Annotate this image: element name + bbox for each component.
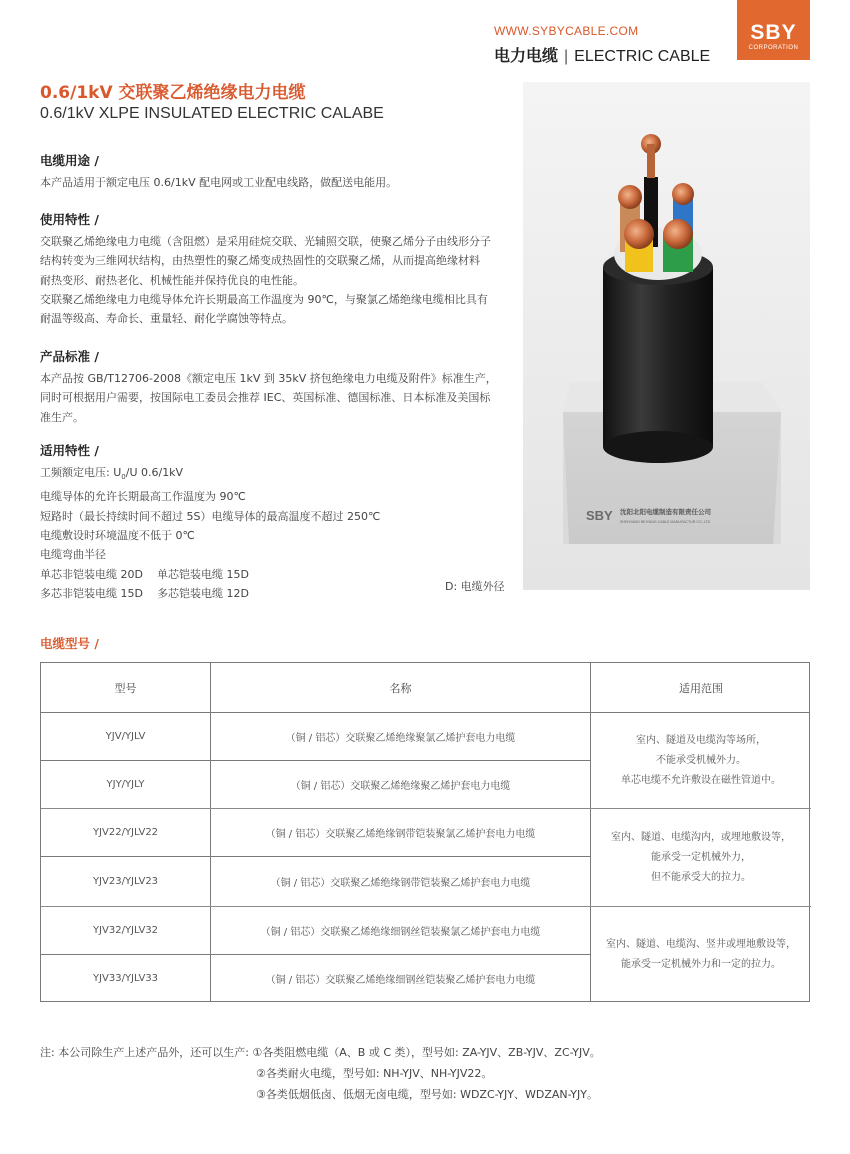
standard-section: [40, 348, 510, 427]
models-heading: 电缆型号 /: [40, 636, 99, 651]
note-prefix: 注: 本公司除生产上述产品外，还可以生产:: [40, 1046, 253, 1059]
logo-mark: SBY: [750, 21, 797, 44]
company-logo: [737, 0, 810, 60]
column-header: 名称: [389, 682, 412, 695]
model-cell: YJV22/YJLV22: [92, 827, 159, 838]
model-cell: YJV/YJLV: [105, 731, 146, 742]
features-line: 耐温等级高、寿命长、重量轻、耐化学腐蚀等特点。: [40, 312, 293, 326]
name-cell: （铜 / 铝芯）交联聚乙烯绝缘钢带铠装聚乙烯护套电力电缆: [270, 878, 531, 889]
name-cell: （铜 / 铝芯）交联聚乙烯绝缘细钢丝铠装聚氯乙烯护套电力电缆: [260, 927, 541, 938]
model-cell: YJV33/YJLV33: [92, 973, 159, 984]
range-line: 室内、隧道及电缆沟等场所，: [636, 734, 766, 746]
category-zh: 电力电缆: [494, 48, 559, 65]
range-cell: [591, 713, 811, 808]
standard-line: 准生产。: [40, 410, 84, 424]
usage-section: [40, 152, 510, 192]
range-line: 不能承受机械外力。: [656, 754, 746, 766]
features-section: [40, 211, 510, 328]
note-row: [40, 1042, 601, 1063]
model-table: [40, 662, 810, 1002]
standard-heading: 产品标准 /: [40, 349, 99, 364]
photo-company-en: SHENYANG BEIYANG CABLE MANUFACTUR CO.,LTD: [620, 520, 711, 524]
bend-item: 多芯非铠装电缆 15D: [40, 586, 143, 600]
photo-company-zh: 沈阳北阳电缆制造有限责任公司: [620, 508, 711, 516]
features-line: 交联聚乙烯绝缘电力电缆（含阻燃）是采用硅烷交联、光辅照交联，使聚乙烯分子由线形分子: [40, 235, 491, 248]
note-item: ①各类阻燃电缆（A、B 或 C 类），型号如: ZA-YJV、ZB-YJV、ZC-YJV。: [252, 1046, 601, 1059]
note-item: ③各类低烟低卤、低烟无卤电缆，型号如: WDZC-YJY、WDZAN-YJY。: [256, 1088, 598, 1101]
note-row: [40, 1063, 601, 1084]
header-separator: |: [564, 48, 569, 65]
features-line: 耐热变形、耐热老化、机械性能并保持优良的电性能。: [40, 273, 304, 287]
site-url[interactable]: WWW.SYBYCABLE.COM: [494, 24, 639, 38]
name-cell: （铜 / 铝芯）交联聚乙烯绝缘聚氯乙烯护套电力电缆: [285, 733, 516, 744]
bend-row: [40, 565, 510, 584]
bend-item: 单芯铠装电缆 15D: [156, 567, 249, 581]
range-line: 能承受一定机械外力和一定的拉力。: [621, 958, 781, 970]
voltage-suffix: /U 0.6/1kV: [125, 466, 184, 479]
model-cell: YJV23/YJLV23: [92, 876, 159, 887]
applicable-line: 电缆敷设时环境温度不低于 0℃: [40, 529, 195, 543]
page-title-zh: 0.6/1kV 交联聚乙烯绝缘电力电缆: [40, 83, 306, 103]
applicable-section: [40, 442, 510, 603]
features-line: 结构转变为三维网状结构，由热塑性的聚乙烯变成热固性的交联聚乙烯，从而提高绝缘材料: [40, 254, 480, 268]
standard-text: [40, 369, 510, 427]
range-cell: [591, 907, 811, 1002]
bend-row: [40, 584, 510, 603]
diameter-note: D: 电缆外径: [445, 580, 505, 593]
applicable-heading: 适用特性 /: [40, 443, 99, 458]
category-en: ELECTRIC CABLE: [574, 48, 711, 65]
header-category: [494, 43, 710, 66]
name-cell: （铜 / 铝芯）交联聚乙烯绝缘细钢丝铠装聚乙烯护套电力电缆: [265, 975, 536, 986]
voltage-prefix: 工频额定电压: U: [40, 466, 122, 479]
features-heading: 使用特性 /: [40, 212, 99, 227]
range-cell: [591, 809, 811, 906]
applicable-text: [40, 463, 510, 565]
standard-line: 本产品按 GB/T12706-2008《额定电压 1kV 到 35kV 挤包绝缘电力电缆及附件》标准生产，: [40, 372, 497, 385]
logo-sub: CORPORATION: [748, 45, 799, 51]
photo-logo: SBY: [586, 508, 613, 523]
bend-item: 单芯非铠装电缆 20D: [40, 567, 143, 581]
applicable-line: 电缆导体的允许长期最高工作温度为 90℃: [40, 490, 246, 504]
model-cell: YJY/YJLY: [106, 779, 145, 790]
features-line: 交联聚乙烯绝缘电力电缆导体允许长期最高工作温度为 90℃，与聚氯乙烯绝缘电缆相比具有: [40, 292, 488, 306]
range-line: 能承受一定机械外力，: [651, 851, 751, 863]
standard-line: 同时可根据用户需要，按国际电工委员会推荐 IEC、英国标准、德国标准、日本标准及美国标: [40, 391, 491, 405]
voltage-sub: 0: [121, 473, 126, 482]
applicable-line: 电缆弯曲半径: [40, 548, 106, 562]
features-text: [40, 232, 510, 328]
usage-text: 本产品适用于额定电压 0.6/1kV 配电网或工业配电线路，做配送电能用。: [40, 176, 398, 189]
footnotes: [40, 1042, 601, 1105]
page-title-en: 0.6/1kV XLPE INSULATED ELECTRIC CALABE: [40, 105, 384, 122]
cable-illustration: [523, 82, 810, 590]
usage-heading: 电缆用途 /: [40, 153, 99, 168]
voltage-line: [40, 463, 510, 487]
note-item: ②各类耐火电缆，型号如: NH-YJV、NH-YJV22。: [256, 1067, 493, 1080]
name-cell: （铜 / 铝芯）交联聚乙烯绝缘聚乙烯护套电力电缆: [290, 781, 511, 792]
note-row: [40, 1084, 601, 1105]
column-header: 型号: [114, 682, 137, 695]
column-header: 适用范围: [679, 682, 723, 695]
name-cell: （铜 / 铝芯）交联聚乙烯绝缘钢带铠装聚氯乙烯护套电力电缆: [265, 829, 536, 840]
range-line: 单芯电缆不允许敷设在磁性管道中。: [621, 774, 781, 786]
bend-item: 多芯铠装电缆 12D: [156, 586, 249, 600]
model-cell: YJV32/YJLV32: [92, 925, 159, 936]
table-header: [41, 663, 809, 713]
applicable-line: 短路时（最长持续时间不超过 5S）电缆导体的最高温度不超过 250℃: [40, 509, 381, 523]
range-line: 室内、隧道、电缆沟内，或埋地敷设等，: [611, 831, 791, 843]
range-line: 但不能承受大的拉力。: [651, 871, 751, 883]
range-line: 室内、隧道、电缆沟、竖井或埋地敷设等，: [606, 938, 796, 950]
product-photo: [523, 82, 810, 590]
